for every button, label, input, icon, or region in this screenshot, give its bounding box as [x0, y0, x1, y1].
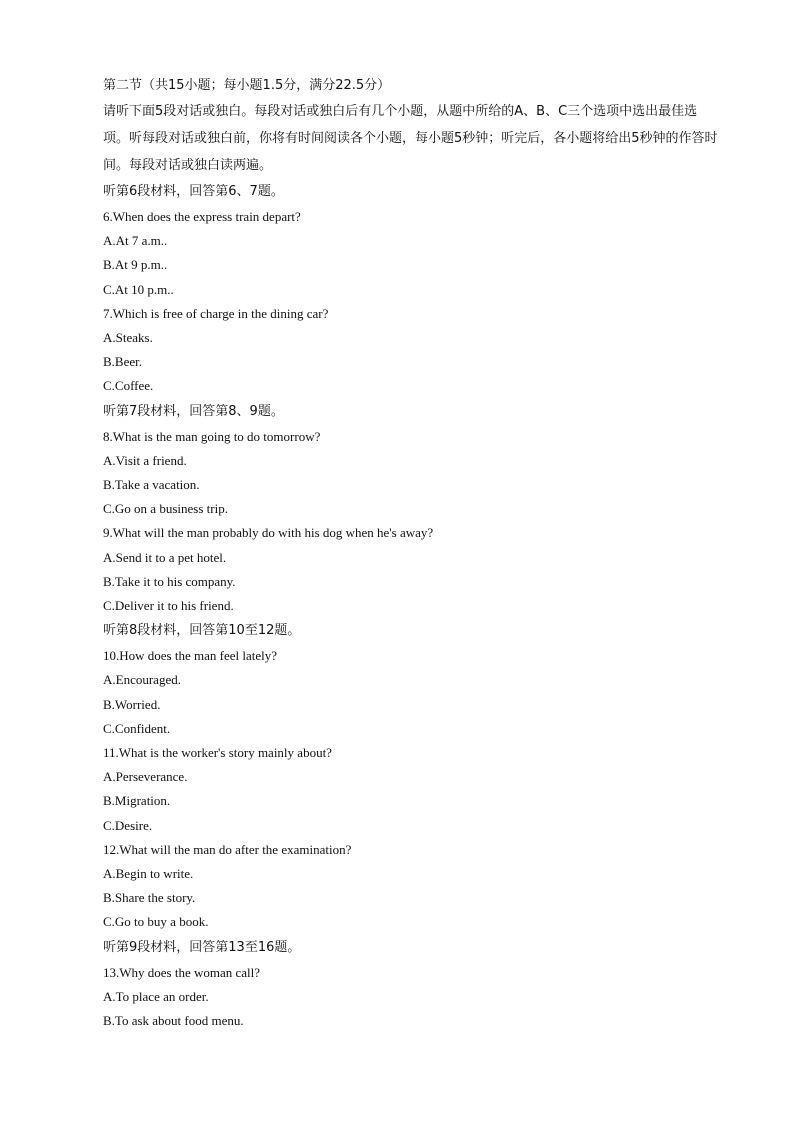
- answer-option: A.At 7 a.m..: [103, 233, 168, 249]
- answer-option: C.Go on a business trip.: [103, 501, 228, 517]
- answer-option: B.At 9 p.m..: [103, 257, 168, 273]
- answer-option: B.Worried.: [103, 696, 161, 712]
- answer-option: C.Desire.: [103, 817, 153, 833]
- answer-option: A.Encouraged.: [103, 672, 181, 688]
- answer-option: A.Visit a friend.: [103, 452, 187, 468]
- answer-option: A.Perseverance.: [103, 769, 188, 785]
- group-heading: 听第8段材料，回答第10至12题。: [103, 623, 301, 639]
- answer-option: B.Take a vacation.: [103, 477, 200, 493]
- answer-option: B.Beer.: [103, 354, 142, 370]
- answer-option: B.Share the story.: [103, 890, 196, 906]
- group-heading: 听第7段材料，回答第8、9题。: [103, 403, 284, 419]
- answer-option: B.Take it to his company.: [103, 573, 236, 589]
- question-stem: 11.What is the worker's story mainly about?: [103, 745, 332, 761]
- question-stem: 12.What will the man do after the examination?: [103, 841, 352, 857]
- group-heading: 听第9段材料，回答第13至16题。: [103, 939, 301, 955]
- section-title: 第二节（共15小题；每小题1.5分，满分22.5分）: [103, 78, 391, 93]
- answer-option: A.Begin to write.: [103, 866, 194, 882]
- answer-option: B.To ask about food menu.: [103, 1013, 244, 1029]
- answer-option: C.Deliver it to his friend.: [103, 598, 234, 614]
- question-stem: 13.Why does the woman call?: [103, 964, 261, 980]
- question-stem: 9.What will the man probably do with his dog when he's away?: [103, 525, 434, 541]
- question-stem: 8.What is the man going to do tomorrow?: [103, 428, 321, 444]
- answer-option: C.Coffee.: [103, 378, 154, 394]
- question-stem: 10.How does the man feel lately?: [103, 648, 277, 664]
- answer-option: A.To place an order.: [103, 988, 209, 1004]
- question-stem: 6.When does the express train depart?: [103, 209, 301, 224]
- answer-option: C.Confident.: [103, 720, 171, 736]
- group-heading: 听第6段材料，回答第6、7题。: [103, 184, 284, 199]
- listening-section: [103, 74, 723, 1033]
- section-instructions: 请听下面5段对话或独白。每段对话或独白后有几个小题，从题中所给的A、B、C三个选项中选出最佳选项。听每段对话或独白前，你将有时间阅读各个小题，每小题5秒钟；听完后，各小题将给出5秒钟的作答时间。每段对话或独白读两遍。: [103, 104, 718, 173]
- answer-option: C.Go to buy a book.: [103, 914, 209, 930]
- answer-option: A.Send it to a pet hotel.: [103, 549, 227, 565]
- answer-option: A.Steaks.: [103, 330, 153, 346]
- question-stem: 7.Which is free of charge in the dining car?: [103, 305, 329, 321]
- answer-option: C.At 10 p.m..: [103, 281, 174, 297]
- answer-option: B.Migration.: [103, 793, 171, 809]
